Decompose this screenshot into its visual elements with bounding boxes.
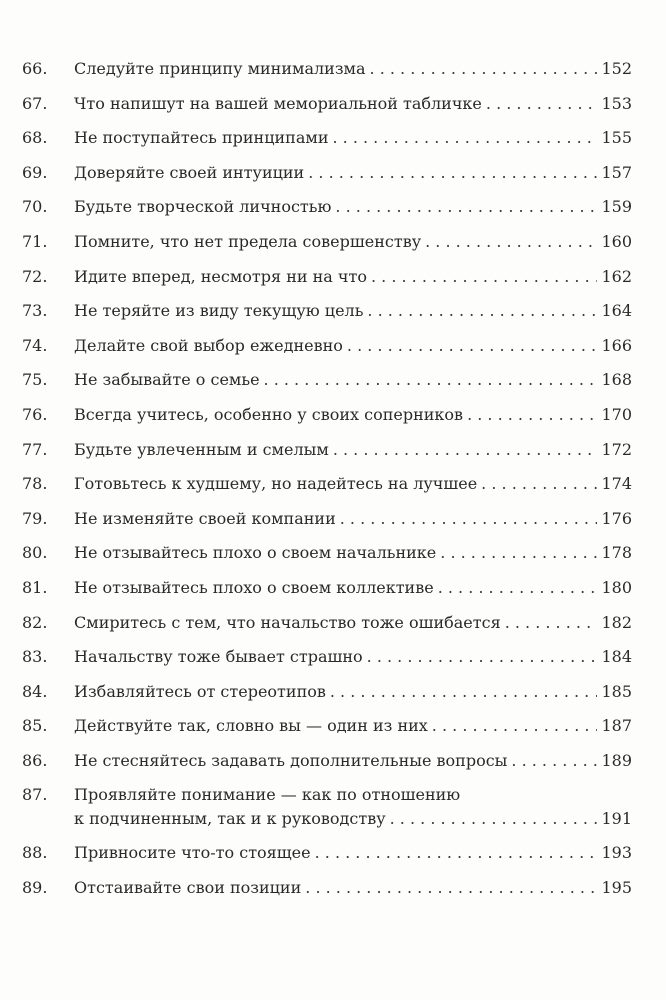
entry-number: 66. bbox=[22, 59, 48, 78]
entry-number: 68. bbox=[22, 128, 48, 148]
leader-dots bbox=[340, 502, 598, 537]
entry-page: 184 bbox=[601, 647, 632, 667]
entry-title: Доверяйте своей интуиции bbox=[74, 162, 305, 182]
entry-number: 87. bbox=[22, 785, 48, 805]
leader-dots bbox=[333, 433, 598, 468]
entry-title: Не отзывайтесь плохо о своем начальнике bbox=[74, 543, 437, 563]
entry-title: к подчиненным, так и к руководству bbox=[74, 809, 386, 829]
leader-dots bbox=[370, 52, 598, 87]
entry-title: Не стесняйтесь задавать дополнительные вопросы bbox=[74, 750, 508, 770]
leader-dots bbox=[264, 363, 598, 398]
toc-entry bbox=[0, 871, 666, 906]
entry-number: 84. bbox=[22, 681, 48, 701]
entry-number: 73. bbox=[22, 301, 48, 321]
entry-title: Будьте увлеченным и смелым bbox=[74, 439, 329, 459]
entry-page: 185 bbox=[601, 681, 632, 701]
entry-title: Не отзывайтесь плохо о своем коллективе bbox=[74, 577, 434, 597]
entry-title: Не поступайтесь принципами bbox=[74, 128, 329, 148]
entry-page: 155 bbox=[601, 128, 632, 148]
entry-page: 172 bbox=[601, 439, 632, 459]
leader-dots bbox=[467, 398, 597, 433]
entry-number: 71. bbox=[22, 231, 48, 251]
entry-title: Действуйте так, словно вы — один из них bbox=[74, 716, 428, 736]
toc-entry bbox=[0, 640, 666, 675]
entry-number: 83. bbox=[22, 647, 48, 667]
leader-dots bbox=[432, 709, 598, 744]
entry-title: Что напишут на вашей мемориальной табличке bbox=[74, 93, 482, 113]
entry-page: 180 bbox=[601, 577, 632, 597]
entry-title: Смиритесь с тем, что начальство тоже ошибается bbox=[74, 612, 501, 632]
entry-page: 191 bbox=[601, 809, 632, 829]
leader-dots bbox=[305, 871, 597, 906]
entry-number: 80. bbox=[22, 543, 48, 563]
leader-dots bbox=[390, 808, 598, 830]
leader-dots bbox=[486, 87, 598, 122]
toc-entry bbox=[0, 571, 666, 606]
toc-entry bbox=[0, 190, 666, 225]
leader-dots bbox=[367, 294, 597, 329]
entry-title: Идите вперед, несмотря ни на что bbox=[74, 266, 367, 286]
entry-title: Отстаивайте свои позиции bbox=[74, 878, 302, 898]
entry-page: 189 bbox=[601, 750, 632, 770]
entry-title: Помните, что нет предела совершенству bbox=[74, 231, 422, 251]
entry-page: 168 bbox=[601, 370, 632, 390]
entry-page: 152 bbox=[601, 59, 632, 78]
leader-dots bbox=[367, 640, 598, 675]
entry-title-line1: Проявляйте понимание — как по отношению bbox=[74, 785, 461, 805]
toc-entry bbox=[0, 329, 666, 364]
entry-page: 160 bbox=[601, 231, 632, 251]
entry-title: Привносите что-то стоящее bbox=[74, 843, 311, 863]
toc-entry bbox=[0, 606, 666, 641]
entry-page: 166 bbox=[601, 335, 632, 355]
entry-number: 70. bbox=[22, 197, 48, 217]
leader-dots bbox=[332, 121, 597, 156]
entry-page: 193 bbox=[601, 843, 632, 863]
toc-entry bbox=[0, 398, 666, 433]
toc-entry bbox=[0, 433, 666, 468]
leader-dots bbox=[330, 675, 598, 710]
leader-dots bbox=[315, 836, 598, 871]
entry-page: 182 bbox=[601, 612, 632, 632]
toc-entry bbox=[0, 121, 666, 156]
entry-page: 162 bbox=[601, 266, 632, 286]
leader-dots bbox=[425, 225, 597, 260]
entry-title: Не забывайте о семье bbox=[74, 370, 260, 390]
entry-number: 72. bbox=[22, 266, 48, 286]
entry-page: 174 bbox=[601, 474, 632, 494]
entry-number: 67. bbox=[22, 93, 48, 113]
leader-dots bbox=[347, 329, 598, 364]
entry-page: 153 bbox=[601, 93, 632, 113]
entry-number: 76. bbox=[22, 404, 48, 424]
entry-number: 77. bbox=[22, 439, 48, 459]
entry-number: 86. bbox=[22, 750, 48, 770]
leader-dots bbox=[511, 744, 597, 779]
toc-entry bbox=[0, 260, 666, 295]
entry-page: 178 bbox=[601, 543, 632, 563]
entry-number: 85. bbox=[22, 716, 48, 736]
leader-dots bbox=[440, 536, 597, 571]
toc-entry bbox=[0, 467, 666, 502]
entry-title: Избавляйтесь от стереотипов bbox=[74, 681, 326, 701]
toc-entry bbox=[0, 52, 666, 87]
leader-dots bbox=[371, 260, 597, 295]
entry-number: 74. bbox=[22, 335, 48, 355]
toc-entry bbox=[0, 778, 666, 836]
leader-dots bbox=[308, 156, 597, 191]
leader-dots bbox=[335, 190, 597, 225]
entry-title: Не изменяйте своей компании bbox=[74, 508, 336, 528]
leader-dots bbox=[505, 606, 598, 641]
entry-number: 82. bbox=[22, 612, 48, 632]
entry-number: 78. bbox=[22, 474, 48, 494]
entry-title: Всегда учитесь, особенно у своих соперников bbox=[74, 404, 464, 424]
entry-title: Готовьтесь к худшему, но надейтесь на лучшее bbox=[74, 474, 478, 494]
entry-number: 81. bbox=[22, 577, 48, 597]
entry-title: Делайте свой выбор ежедневно bbox=[74, 335, 343, 355]
toc-entry bbox=[0, 675, 666, 710]
table-of-contents bbox=[0, 52, 666, 906]
toc-entry bbox=[0, 294, 666, 329]
entry-page: 170 bbox=[601, 404, 632, 424]
entry-title: Будьте творческой личностью bbox=[74, 197, 332, 217]
entry-page: 157 bbox=[601, 162, 632, 182]
entry-number: 75. bbox=[22, 370, 48, 390]
toc-entry bbox=[0, 502, 666, 537]
entry-number: 88. bbox=[22, 843, 48, 863]
toc-entry bbox=[0, 87, 666, 122]
entry-page: 176 bbox=[601, 508, 632, 528]
entry-number: 69. bbox=[22, 162, 48, 182]
entry-page: 195 bbox=[601, 878, 632, 898]
entry-page: 187 bbox=[601, 716, 632, 736]
entry-number: 79. bbox=[22, 508, 48, 528]
entry-title: Следуйте принципу минимализма bbox=[74, 59, 366, 78]
toc-entry bbox=[0, 225, 666, 260]
entry-title: Начальству тоже бывает страшно bbox=[74, 647, 363, 667]
toc-entry bbox=[0, 156, 666, 191]
toc-entry bbox=[0, 836, 666, 871]
entry-page: 159 bbox=[601, 197, 632, 217]
toc-entry bbox=[0, 536, 666, 571]
leader-dots bbox=[438, 571, 598, 606]
entry-page: 164 bbox=[601, 301, 632, 321]
entry-number: 89. bbox=[22, 878, 48, 898]
toc-entry bbox=[0, 744, 666, 779]
toc-entry bbox=[0, 709, 666, 744]
entry-title: Не теряйте из виду текущую цель bbox=[74, 301, 364, 321]
toc-entry bbox=[0, 363, 666, 398]
leader-dots bbox=[481, 467, 597, 502]
